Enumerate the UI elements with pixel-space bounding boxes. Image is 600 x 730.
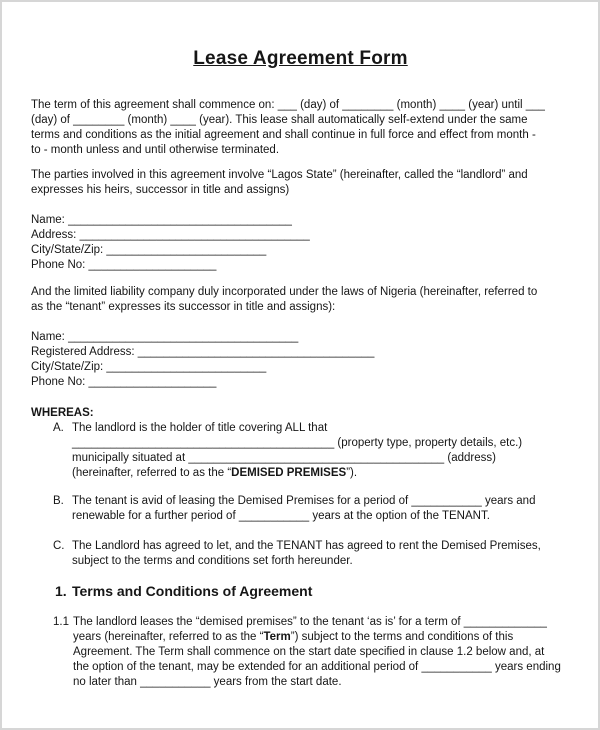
text-line bbox=[31, 285, 570, 300]
whereas-item-b bbox=[31, 494, 570, 524]
text-segment: Name: ____________________________________ bbox=[31, 331, 299, 343]
text-line bbox=[72, 421, 570, 436]
text-segment: The term of this agreement shall commence on: ___ (day) of ________ (month) ____ (year) until ___ bbox=[31, 99, 545, 111]
item-b-marker: B. bbox=[53, 495, 64, 507]
clause-1-1-text bbox=[73, 615, 570, 690]
item-b-text bbox=[72, 494, 570, 524]
text-segment: And the limited liability company duly incorporated under the laws of Nigeria (hereinafter, referred to bbox=[31, 286, 538, 298]
text-line bbox=[31, 345, 570, 360]
text-segment: terms and conditions as the initial agreement and shall continue in full force and effect from month - bbox=[31, 129, 536, 141]
landlord-contact-fields bbox=[31, 213, 570, 273]
text-segment: (hereinafter, referred to as the “ bbox=[72, 467, 232, 479]
text-line bbox=[31, 330, 570, 345]
text-segment: the option of the tenant, may be extended for an additional period of ___________ years ending bbox=[73, 661, 561, 673]
text-segment: Name: ___________________________________ bbox=[31, 214, 292, 226]
text-segment: Registered Address: _____________________________________ bbox=[31, 346, 375, 358]
bold-text-segment: DEMISED PREMISES bbox=[231, 467, 347, 479]
text-segment: The landlord is the holder of title covering ALL that bbox=[72, 422, 328, 434]
text-line bbox=[31, 300, 570, 315]
text-segment: _________________________________________ (property type, property details, etc.) bbox=[72, 437, 523, 449]
text-line bbox=[31, 243, 570, 258]
whereas-item-c bbox=[31, 539, 570, 569]
item-c-marker: C. bbox=[53, 540, 65, 552]
clause-1-1-number: 1.1 bbox=[53, 616, 69, 628]
text-line bbox=[72, 494, 570, 509]
text-line bbox=[72, 436, 570, 451]
text-line bbox=[73, 615, 570, 630]
text-line bbox=[72, 451, 570, 466]
text-segment: subject to the terms and conditions set forth hereunder. bbox=[72, 555, 353, 567]
text-line bbox=[31, 213, 570, 228]
text-segment: as the “tenant” expresses its successor in title and assigns): bbox=[31, 301, 336, 313]
text-line bbox=[72, 554, 570, 569]
text-segment: The tenant is avid of leasing the Demised Premises for a period of ___________ years and bbox=[72, 495, 536, 507]
item-a-text bbox=[72, 421, 570, 481]
text-line bbox=[31, 143, 570, 158]
section-1-title: Terms and Conditions of Agreement bbox=[72, 583, 313, 599]
text-line bbox=[73, 645, 570, 660]
text-segment: City/State/Zip: _________________________ bbox=[31, 361, 267, 373]
text-line bbox=[31, 183, 570, 198]
section-1-heading bbox=[31, 582, 570, 600]
whereas-heading: WHEREAS: bbox=[31, 407, 94, 419]
text-line bbox=[31, 128, 570, 143]
text-segment: years (hereinafter, referred to as the “ bbox=[73, 631, 264, 643]
text-line bbox=[31, 258, 570, 273]
section-1-number: 1. bbox=[55, 583, 67, 599]
whereas-item-a bbox=[31, 421, 570, 481]
text-line bbox=[72, 466, 570, 481]
text-segment: Phone No: ____________________ bbox=[31, 259, 217, 271]
bold-text-segment: Term bbox=[263, 631, 291, 643]
text-segment: (day) of ________ (month) ____ (year). This lease shall automatically self-extend under the same bbox=[31, 114, 528, 126]
term-paragraph bbox=[31, 98, 570, 158]
tenant-contact-fields bbox=[31, 330, 570, 390]
text-segment: expresses his heirs, successor in title and assigns) bbox=[31, 184, 290, 196]
text-segment: no later than ___________ years from the start date. bbox=[73, 676, 342, 688]
tenant-company-paragraph bbox=[31, 285, 570, 315]
text-line bbox=[31, 228, 570, 243]
text-segment: renewable for a further period of ___________ years at the option of the TENANT. bbox=[72, 510, 490, 522]
text-segment: ”) subject to the terms and conditions of this bbox=[290, 631, 514, 643]
document-title: Lease Agreement Form bbox=[193, 48, 408, 69]
text-line bbox=[73, 675, 570, 690]
text-segment: City/State/Zip: _________________________ bbox=[31, 244, 267, 256]
text-line bbox=[73, 660, 570, 675]
text-line bbox=[31, 375, 570, 390]
text-segment: The Landlord has agreed to let, and the TENANT has agreed to rent the Demised Premises, bbox=[72, 540, 541, 552]
text-segment: Phone No: ____________________ bbox=[31, 376, 217, 388]
text-line bbox=[31, 360, 570, 375]
text-line bbox=[73, 630, 570, 645]
text-line bbox=[31, 113, 570, 128]
text-segment: Agreement. The Term shall commence on the start date specified in clause 1.2 below and, at bbox=[73, 646, 545, 658]
text-segment: to - month unless and until otherwise terminated. bbox=[31, 144, 280, 156]
text-line bbox=[31, 98, 570, 113]
item-a-marker: A. bbox=[53, 422, 64, 434]
item-c-text bbox=[72, 539, 570, 569]
document-body bbox=[2, 46, 598, 690]
text-segment: ”). bbox=[346, 467, 358, 479]
text-segment: municipally situated at ________________________________________ (address) bbox=[72, 452, 496, 464]
clause-1-1 bbox=[31, 615, 570, 690]
text-segment: The landlord leases the “demised premises” to the tenant ‘as is’ for a term of _____________ bbox=[73, 616, 547, 628]
text-segment: The parties involved in this agreement involve “Lagos State” (hereinafter, called the “landlord” and bbox=[31, 169, 528, 181]
text-line bbox=[72, 509, 570, 524]
text-line bbox=[72, 539, 570, 554]
text-line bbox=[31, 168, 570, 183]
parties-paragraph bbox=[31, 168, 570, 198]
text-segment: Address: ____________________________________ bbox=[31, 229, 310, 241]
